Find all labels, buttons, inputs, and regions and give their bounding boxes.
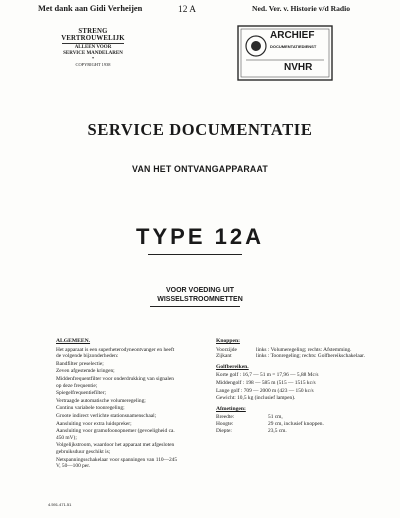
page-subtitle: VAN HET ONTVANGAPPARAAT (132, 164, 268, 174)
knob-row (216, 353, 368, 360)
general-item: Het apparaat is een superheterodyneontvanger en heeft de volgende bijzonderheden: (56, 346, 175, 360)
section-heading: Afmetingen: (216, 405, 246, 412)
section-heading: Knoppen: (216, 338, 240, 344)
model-type: TYPE 12A (136, 224, 264, 249)
confidential-line: SERVICE MANDELAREN (63, 51, 123, 56)
general-section (56, 338, 178, 471)
dimension-row (216, 421, 368, 428)
general-item: Volgelijkstroom, waardoor het apparaat met afgesloten gebruiksduur geschikt is; (56, 442, 175, 455)
wave-range: Korte golf : 16,7 — 51 m = 17,96 — 5,88 Mc/s (216, 372, 319, 379)
wave-range: Lange golf : 709 — 2000 m (423 — 150 kc/s (216, 387, 314, 394)
dimension-value: 29 cm, inclusief knoppen. (268, 420, 324, 427)
knob-position: Zijkant (216, 353, 232, 360)
knob-function: links : Volumeregeling; rechts: Afstemming. (256, 346, 352, 353)
document-number: 12 A (178, 5, 196, 15)
general-item: Spiegelfrequentiefilter; (56, 390, 106, 397)
general-item: Zeven afgestemde kringen; (56, 368, 115, 375)
divider (150, 306, 240, 307)
weight-spec: Gewicht: 10,5 kg (inclusief lampen). (216, 395, 296, 402)
knob-function: links : Toonregeling; rechts: Golfbereikschakelaar. (256, 353, 365, 360)
supply-line: VOOR VOEDING UIT (165, 287, 235, 294)
general-item: Aansluiting voor gramofoonopnemer (gevoeligheid ca. 450 mV); (56, 428, 175, 441)
confidential-line: ALLEEN VOOR (74, 45, 112, 50)
dimension-row (216, 428, 368, 435)
general-item: Groote indirect verlichte stationsnamenschaal; (56, 412, 157, 419)
supply-note (0, 286, 400, 304)
confidential-title: STRENG VERTROUWELIJK (61, 28, 125, 42)
dimension-value: 23,5 cm. (268, 427, 287, 434)
copyright-note: COPYRIGHT 1938 (75, 62, 111, 67)
general-item: Aansluiting voor extra luidspreker; (56, 420, 132, 427)
dimension-row (216, 414, 368, 421)
general-item: Netspanningsschakelaar voor spanningen van 110—245 V, 50—100 per. (56, 456, 178, 470)
stamp-subtitle: DOCUMENTATIEDIENST (270, 44, 317, 49)
stamp-title: ARCHIEF (270, 30, 315, 41)
section-heading: Golfbereiken. (216, 363, 249, 370)
knob-position: Voorzijde (216, 346, 237, 353)
organisation-name: Ned. Ver. v. Historie v/d Radio (252, 4, 351, 13)
bullet-dot: • (91, 56, 95, 62)
dimension-label: Hoogte: (216, 420, 234, 427)
credit-line: Met dank aan Gidi Verheijen (38, 4, 143, 13)
specs-section (216, 338, 368, 434)
confidential-block (58, 28, 128, 67)
general-item: Continu variabele toonregeling; (56, 405, 125, 412)
dimension-label: Breedte: (216, 414, 235, 421)
archive-stamp (236, 24, 334, 82)
wave-range: Middengolf : 198 — 585 m (515 — 1515 kc/s (216, 379, 316, 386)
footer-code: 4.591.471.51 (48, 502, 72, 507)
supply-line: WISSELSTROOMNETTEN (157, 296, 243, 303)
general-item: Middenfrequentfilter voor onderdrukking van signalen op deze frequentie; (56, 375, 174, 389)
divider (148, 254, 242, 255)
dimension-label: Diepte: (216, 427, 232, 434)
general-item: Vertraagde automatische volumeregeling; (56, 397, 146, 404)
stamp-org: NVHR (284, 62, 313, 73)
general-item: Bandfilter preselectie; (56, 360, 104, 367)
section-heading: ALGEMEEN. (56, 338, 91, 344)
page-title: SERVICE DOCUMENTATIE (87, 120, 313, 139)
dimension-value: 51 cm, (268, 414, 283, 421)
divider (62, 43, 124, 44)
